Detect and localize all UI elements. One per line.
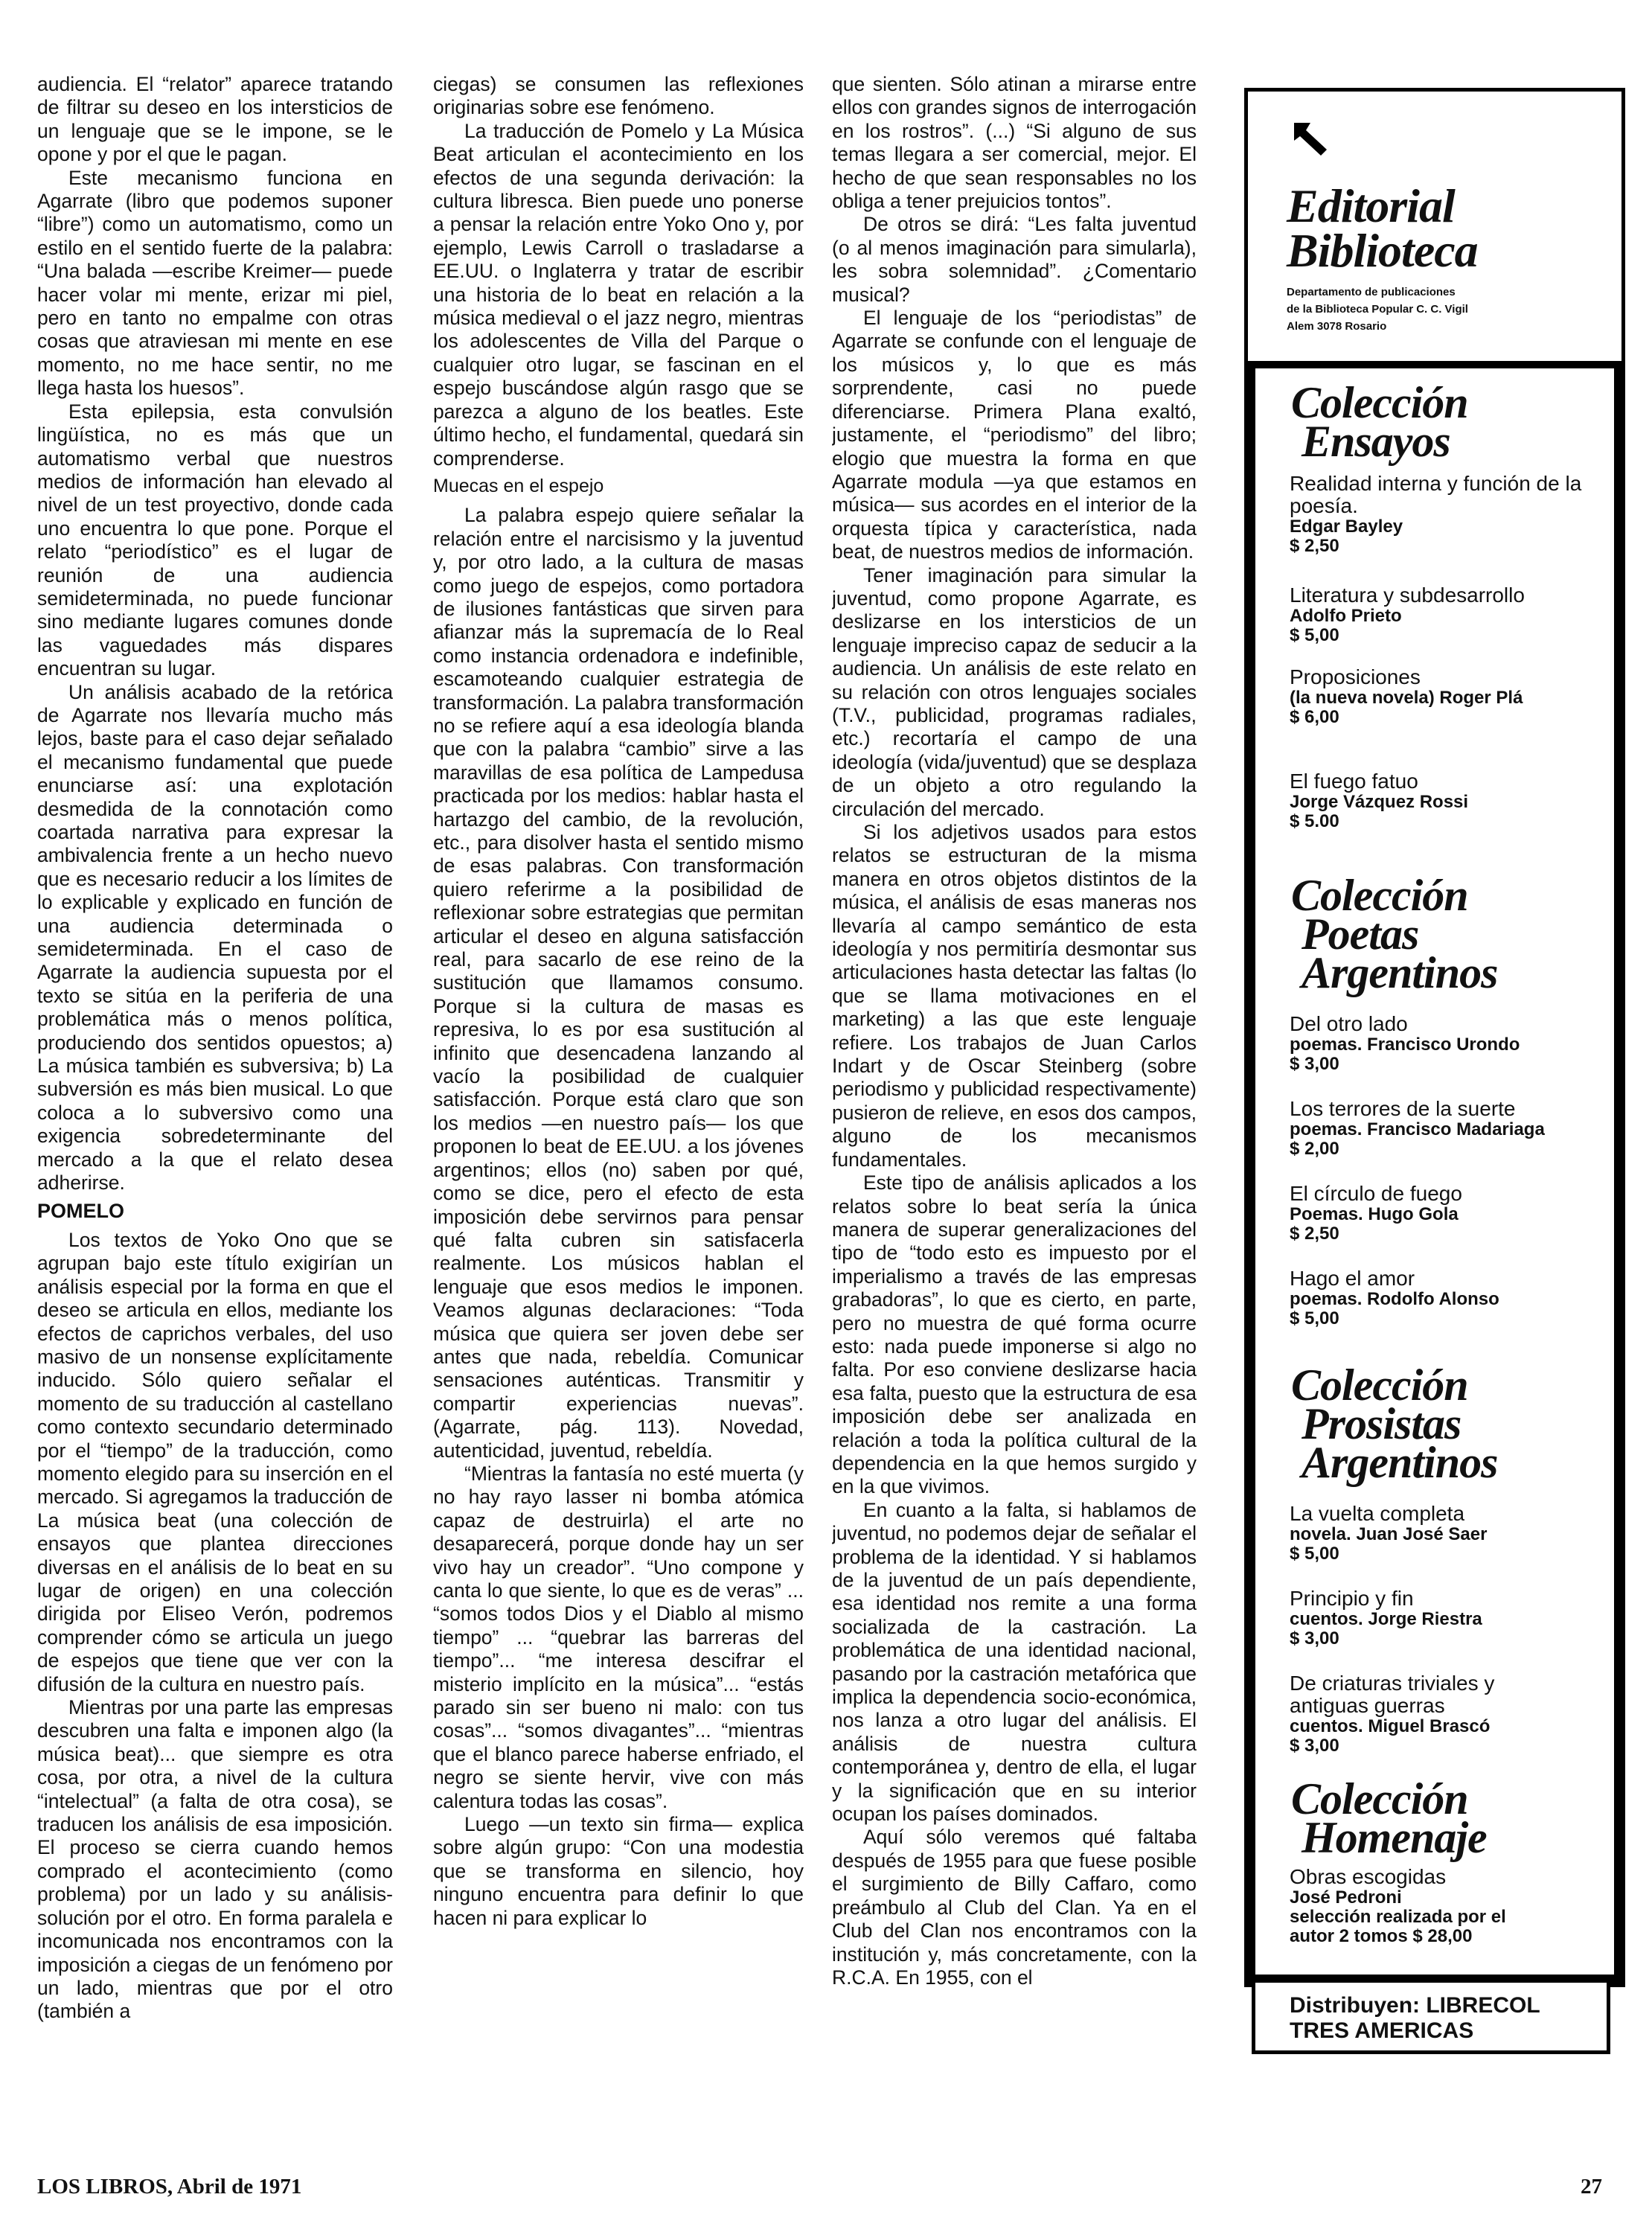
book-price: $ 5,00 bbox=[1290, 1308, 1339, 1328]
book-entry bbox=[1290, 770, 1602, 831]
paragraph: audiencia. El “relator” aparece tratando de filtrar su deseo en los intersticios de un lenguaje que se le impone, se le opone y por el que le pagan. bbox=[37, 73, 393, 166]
series-title bbox=[1291, 1774, 1487, 1862]
book-price: $ 3,00 bbox=[1290, 1628, 1339, 1649]
book-author: Jorge Vázquez Rossi bbox=[1290, 792, 1469, 812]
paragraph: “Mientras la fantasía no esté muerta (y no hay rayo lasser ni bomba atómica capaz de destruirla) el arte no desaparecerá, porque donde hay un ser vivo hay un creador”. “Uno compone y canta lo que siente, lo que es de veras” ... “somos todos Dios y el Diablo al mismo tiempo” ... “quebrar las barreras del tiempo”... “me interesa descifrar el misterio implícito en la música”... “estás parado sin ser bueno ni malo: con tus cosas”... “somos divagantes”... “mientras que el blanco parece haberse enfriado, el negro se siente hervir, vive con más calentura todas las cosas”. bbox=[433, 1462, 804, 1812]
distributor-line: TRES AMERICAS bbox=[1290, 2018, 1474, 2043]
book-author: novela. Juan José Saer bbox=[1290, 1524, 1488, 1544]
book-entry bbox=[1290, 584, 1602, 645]
book-price: $ 5.00 bbox=[1290, 811, 1339, 831]
ad-header bbox=[1248, 92, 1621, 361]
series-title-line: Colección bbox=[1291, 1774, 1468, 1823]
paragraph: Tener imaginación para simular la juventud, como propone Agarrate, es deslizarse en los intersticios de un lenguaje impreciso capaz de seducir a la audiencia. Un análisis de este relato en su relación con otros lenguajes sociales (T.V., publicidad, programas radiales, etc.) recortaría el campo de una ideología (vida/juventud) que se desplaza de un objeto a otro regulando la circulación del mercado. bbox=[832, 563, 1197, 820]
book-author: cuentos. Jorge Riestra bbox=[1290, 1609, 1482, 1629]
distributor-box bbox=[1252, 1983, 1610, 2054]
magazine-footer: LOS LIBROS, Abril de 1971 bbox=[37, 2175, 302, 2199]
book-author: poemas. Francisco Madariaga bbox=[1290, 1119, 1545, 1139]
paragraph: que sienten. Sólo atinan a mirarse entre ellos con grandes signos de interrogación en los rostros”. (...) “Si alguno de sus temas llegara a ser comercial, mejor. El hecho de que sean responsables no los obliga a tener prejuicios tontos”. bbox=[832, 73, 1197, 213]
series-title-line: Homenaje bbox=[1302, 1813, 1487, 1862]
book-author: poemas. Rodolfo Alonso bbox=[1290, 1289, 1499, 1309]
book-price: $ 3,00 bbox=[1290, 1736, 1339, 1756]
section-heading: POMELO bbox=[37, 1199, 125, 1222]
paragraph: ciegas) se consumen las reflexiones originarias sobre ese fenómeno. bbox=[433, 73, 804, 119]
book-author: Edgar Bayley bbox=[1290, 517, 1403, 537]
publisher-name-line: Editorial bbox=[1287, 179, 1455, 232]
paragraph: En cuanto a la falta, si hablamos de juventud, no podemos dejar de señalar el problema de la identidad. Y si hablamos de la juventud de un país dependiente, esa identidad nos remite a una forma socializada de la castración. La problemática de una identidad nacional, pasando por la castración metafórica que implica la dependencia socio-económica, nos lanza a otro lugar del análisis. El análisis de nuestra cultura contemporánea y, dentro de ella, el lugar y la significación que en su interior ocupan los países dominados. bbox=[832, 1498, 1197, 1826]
book-price: $ 6,00 bbox=[1290, 707, 1339, 727]
book-price: selección realizada por el autor 2 tomos $ 28,00 bbox=[1290, 1907, 1506, 1946]
book-entry bbox=[1290, 1503, 1602, 1564]
book-title: De criaturas triviales y antiguas guerras bbox=[1290, 1672, 1495, 1717]
section-heading: Muecas en el espejo bbox=[433, 475, 604, 496]
book-entry bbox=[1290, 1098, 1602, 1159]
series-title bbox=[1291, 871, 1498, 997]
book-title: Proposiciones bbox=[1290, 665, 1421, 688]
book-author: José Pedroni bbox=[1290, 1887, 1402, 1908]
page-number: 27 bbox=[1581, 2175, 1602, 2199]
series-title-line: Colección bbox=[1291, 871, 1468, 920]
book-price: $ 2,50 bbox=[1290, 1224, 1339, 1244]
book-title: Del otro lado bbox=[1290, 1012, 1408, 1035]
book-author: cuentos. Miguel Brascó bbox=[1290, 1716, 1491, 1736]
paragraph: Si los adjetivos usados para estos relatos se estructuran de la misma manera en otros objetos distintos de la música, el análisis de esas maneras nos llevaría al campo semántico de esta ideología y nos permitiría desmontar sus articulaciones hasta detectar las faltas (lo que se llama motivaciones en el marketing) a las que este lenguaje refiere. Los trabajos de Juan Carlos Indart y de Oscar Steinberg (sobre periodismo y publicidad respectivamente) pusieron de relieve, en esos dos campos, alguno de los mecanismos fundamentales. bbox=[832, 821, 1197, 1171]
paragraph: Luego —un texto sin firma— explica sobre algún grupo: “Con una modestia que se transforma en silencio, hoy ninguno encuentra para definir lo que hacen ni para explicar lo bbox=[433, 1813, 804, 1929]
paragraph: La palabra espejo quiere señalar la relación entre el narcisismo y la juventud y, por otro lado, a la cultura de masas como juego de espejos, como portadora de ilusiones fantásticas que sirven para afianzar más la supremacía de lo Real como instancia ordenadora e indefinible, escamoteando cualquier estrategia de transformación. La palabra transformación no se refiere aquí a esa ideología blanda que con la palabra “cambio” sirve a las maravillas de esa política de Lampedusa practicada por los medios: hablar hasta el hartazgo del cambio, de la revolución, etc., para disolver hasta el sentido mismo de esas palabras. Con transformación quiero referirme a la posibilidad de reflexionar sobre estrategias que permitan articular el deseo en alguna satisfacción real, para sacarlo de ese reino de la sustitución que llamamos consumo. Porque si la cultura de masas es represiva, lo es por esa sustitución al infinito que desencadena lanzando al vacío la posibilidad de cualquier satisfacción. Porque está claro que son los medios —en nuestro país— los que proponen lo beat de EE.UU. a los jóvenes argentinos; ellos (no) saben por qué, como se dice, pero el efecto de esta imposición debe servirnos para pensar qué falta cubren sin satisfacerla realmente. Los músicos hablan el lenguaje que esos medios le imponen. Veamos algunas declaraciones: “Toda música que quiera ser joven debe ser antes que nada, rebeldía. Comunicar sensaciones auténticas. Transmitir y compartir experiencias nuevas”. (Agarrate, pág. 113). Novedad, autenticidad, juventud, rebeldía. bbox=[433, 504, 804, 1462]
book-title: Los terrores de la suerte bbox=[1290, 1097, 1516, 1120]
book-entry bbox=[1290, 473, 1602, 556]
series-title-line: Colección bbox=[1291, 1360, 1468, 1410]
book-price: $ 2,50 bbox=[1290, 536, 1339, 556]
book-author: (la nueva novela) Roger Plá bbox=[1290, 688, 1523, 708]
book-price: $ 5,00 bbox=[1290, 625, 1339, 645]
book-title: Realidad interna y función de la poesía. bbox=[1290, 472, 1582, 517]
book-entry bbox=[1290, 1013, 1602, 1074]
publisher-name-line: Biblioteca bbox=[1287, 224, 1478, 277]
book-title: Hago el amor bbox=[1290, 1267, 1415, 1290]
book-author: poemas. Francisco Urondo bbox=[1290, 1035, 1520, 1055]
book-price: $ 3,00 bbox=[1290, 1054, 1339, 1074]
book-author: Poemas. Hugo Gola bbox=[1290, 1204, 1459, 1224]
paragraph: Los textos de Yoko Ono que se agrupan bajo este título exigirían un análisis especial por la forma en que el deseo se articula en ellos, mediante los efectos de caprichos verbales, del uso masivo de un nonsense explícitamente inducido. Sólo quiero señalar el momento de su traducción al castellano como contexto secundario determinado por el “tiempo” de la traducción, como momento elegido para su inserción en el mercado. Si agregamos la traducción de La música beat (una colección de ensayos que plantea direcciones diversas en el análisis de lo beat en su lugar de origen) en una colección dirigida por Eliseo Verón, podremos comprender cómo se articula un juego de espejos que tiene que ver con la difusión de la cultura en nuestro país. bbox=[37, 1228, 393, 1695]
publisher-advertisement bbox=[1244, 88, 1625, 1987]
ad-catalog bbox=[1255, 368, 1614, 1975]
book-price: $ 2,00 bbox=[1290, 1139, 1339, 1159]
series-title-line: Prosistas bbox=[1302, 1399, 1461, 1448]
book-author: Adolfo Prieto bbox=[1290, 606, 1402, 626]
book-entry bbox=[1290, 1267, 1602, 1328]
paragraph: El lenguaje de los “periodistas” de Agarrate se confunde con el lenguaje de los músicos y, lo que es más sorprendente, casi no puede diferenciarse. Primera Plana exaltó, justamente, el “periodismo” del libro; elogio que muestra la forma en que Agarrate modula —ya que estamos en música— sus acordes en el interior de la orquesta típica y característica, nada beat, de nuestros medios de información. bbox=[832, 307, 1197, 563]
paragraph: Esta epilepsia, esta convulsión lingüística, no es más que un automatismo verbal que nuestros medios de información han elevado al nivel de un test proyectivo, donde cada uno encuentra lo que pone. Porque el relato “periodístico” es el lugar de reunión de una audiencia semideterminada, no puede funcionar sino mediante lugares comunes donde las vaguedades más dispares encuentran su lugar. bbox=[37, 400, 393, 680]
publisher-name bbox=[1287, 179, 1478, 277]
series-title-line: Poetas bbox=[1302, 909, 1419, 959]
book-entry bbox=[1290, 666, 1602, 727]
text-column-2 bbox=[433, 73, 804, 2116]
paragraph: La traducción de Pomelo y La Música Beat articulan el acontecimiento en los efectos de una segunda derivación: la cultura libresca. Bien puede uno ponerse a pensar la relación entre Yoko Ono y, por ejemplo, Lewis Carroll o trasladarse a EE.UU. o Inglaterra y tratar de escribir una historia de lo beat en relación a la música medieval o el jazz negro, mientras los adolescentes de Villa del Parque o cualquier otro lugar, se fascinan en el espejo buscándose algún rasgo que se parezca a alguno de los beatles. Este último hecho, el fundamental, quedará sin comprenderse. bbox=[433, 119, 804, 470]
text-column-3 bbox=[832, 73, 1197, 2116]
book-entry bbox=[1290, 1587, 1602, 1649]
series-title bbox=[1291, 378, 1468, 466]
book-title: Obras escogidas bbox=[1290, 1865, 1447, 1888]
publisher-street: Alem 3078 Rosario bbox=[1287, 320, 1387, 333]
book-entry bbox=[1290, 1866, 1543, 1946]
arrow-logo-icon bbox=[1291, 120, 1330, 157]
text-column-1 bbox=[37, 73, 393, 2116]
paragraph: Un análisis acabado de la retórica de Agarrate nos llevaría mucho más lejos, baste para el caso dejar señalado el mecanismo fundamental que puede enunciarse así: una explotación desmedida de la connotación como coartada narrativa para expresar la ambivalencia frente a un hecho nuevo que es necesario reducir a los límites de lo explicable y explicado en función de una audiencia determinada o semideterminada. En el caso de Agarrate la audiencia supuesta por el texto se sitúa en la periferia de una problemática más o menos política, produciendo dos sentidos opuestos; a) La música también es subversiva; b) La subversión es más bien musical. Lo que coloca a lo subversivo como una exigencia sobredeterminante del mercado a la que el relato desea adherirse. bbox=[37, 680, 393, 1195]
book-title: El fuego fatuo bbox=[1290, 770, 1418, 793]
series-title-line: Argentinos bbox=[1302, 1438, 1498, 1487]
series-title bbox=[1291, 1360, 1498, 1487]
paragraph: Aquí sólo veremos qué faltaba después de 1955 para que fuese posible el surgimiento de Billy Caffaro, como preámbulo al Club del Clan. Ya en el Club del Clan nos encontramos con la institución y, más concretamente, con la R.C.A. En 1955, con el bbox=[832, 1826, 1197, 1989]
paragraph: De otros se dirá: “Les falta juventud (o al menos imaginación para simularla), les sobra solemnidad”. ¿Comentario musical? bbox=[832, 213, 1197, 306]
publisher-library: de la Biblioteca Popular C. C. Vigil bbox=[1287, 303, 1468, 316]
distributor-line: Distribuyen: LIBRECOL bbox=[1290, 1993, 1540, 2018]
paragraph: Mientras por una parte las empresas descubren una falta e imponen algo (la música beat)... que siempre es otra cosa, por otra, a nivel de la cultura “intelectual” (a falta de otra cosa), se traducen los análisis de esa imposición. El proceso se cierra cuando hemos comprado el acontecimiento (como problema) por un lado y su análisis-solución por el otro. En forma paralela e incomunicada nos encontramos con la imposición a ciegas de un fenómeno por un lado, mientras que por el otro (también a bbox=[37, 1696, 393, 2023]
book-entry bbox=[1290, 1183, 1602, 1244]
publisher-address bbox=[1287, 284, 1468, 335]
series-title-line: Colección bbox=[1291, 378, 1468, 427]
book-entry bbox=[1290, 1672, 1535, 1756]
paragraph: Este mecanismo funciona en Agarrate (libro que podemos suponer “libre”) como un automatismo, como un estilo en el sentido fuerte de la palabra: “Una balada —escribe Kreimer— puede hacer volar mi mente, erizar mi piel, pero en tanto no empalme con otras cosas que atraviesan mi mente en ese momento, no me hace sentir, no me llega hasta los huesos”. bbox=[37, 166, 393, 400]
paragraph: Este tipo de análisis aplicados a los relatos sobre lo beat sería la única manera de superar generalizaciones del tipo de “todo esto es impuesto por el imperialismo a través de las empresas grabadoras”, lo que es cierto, en parte, pero no muestra de qué forma ocurre esto: nada puede imponerse si algo no falta. Por eso conviene deslizarse hacia esa falta, puesto que la estructura de esa imposición debe ser analizada en relación a toda la política cultural de la dependencia en la que hemos surgido y en la que vivimos. bbox=[832, 1171, 1197, 1498]
series-title-line: Argentinos bbox=[1302, 948, 1498, 997]
book-title: La vuelta completa bbox=[1290, 1502, 1465, 1525]
book-title: Principio y fin bbox=[1290, 1587, 1414, 1610]
publisher-dept: Departamento de publicaciones bbox=[1287, 286, 1456, 298]
book-title: Literatura y subdesarrollo bbox=[1290, 583, 1525, 607]
book-title: El círculo de fuego bbox=[1290, 1182, 1462, 1205]
book-price: $ 5,00 bbox=[1290, 1544, 1339, 1564]
series-title-line: Ensayos bbox=[1302, 417, 1450, 466]
